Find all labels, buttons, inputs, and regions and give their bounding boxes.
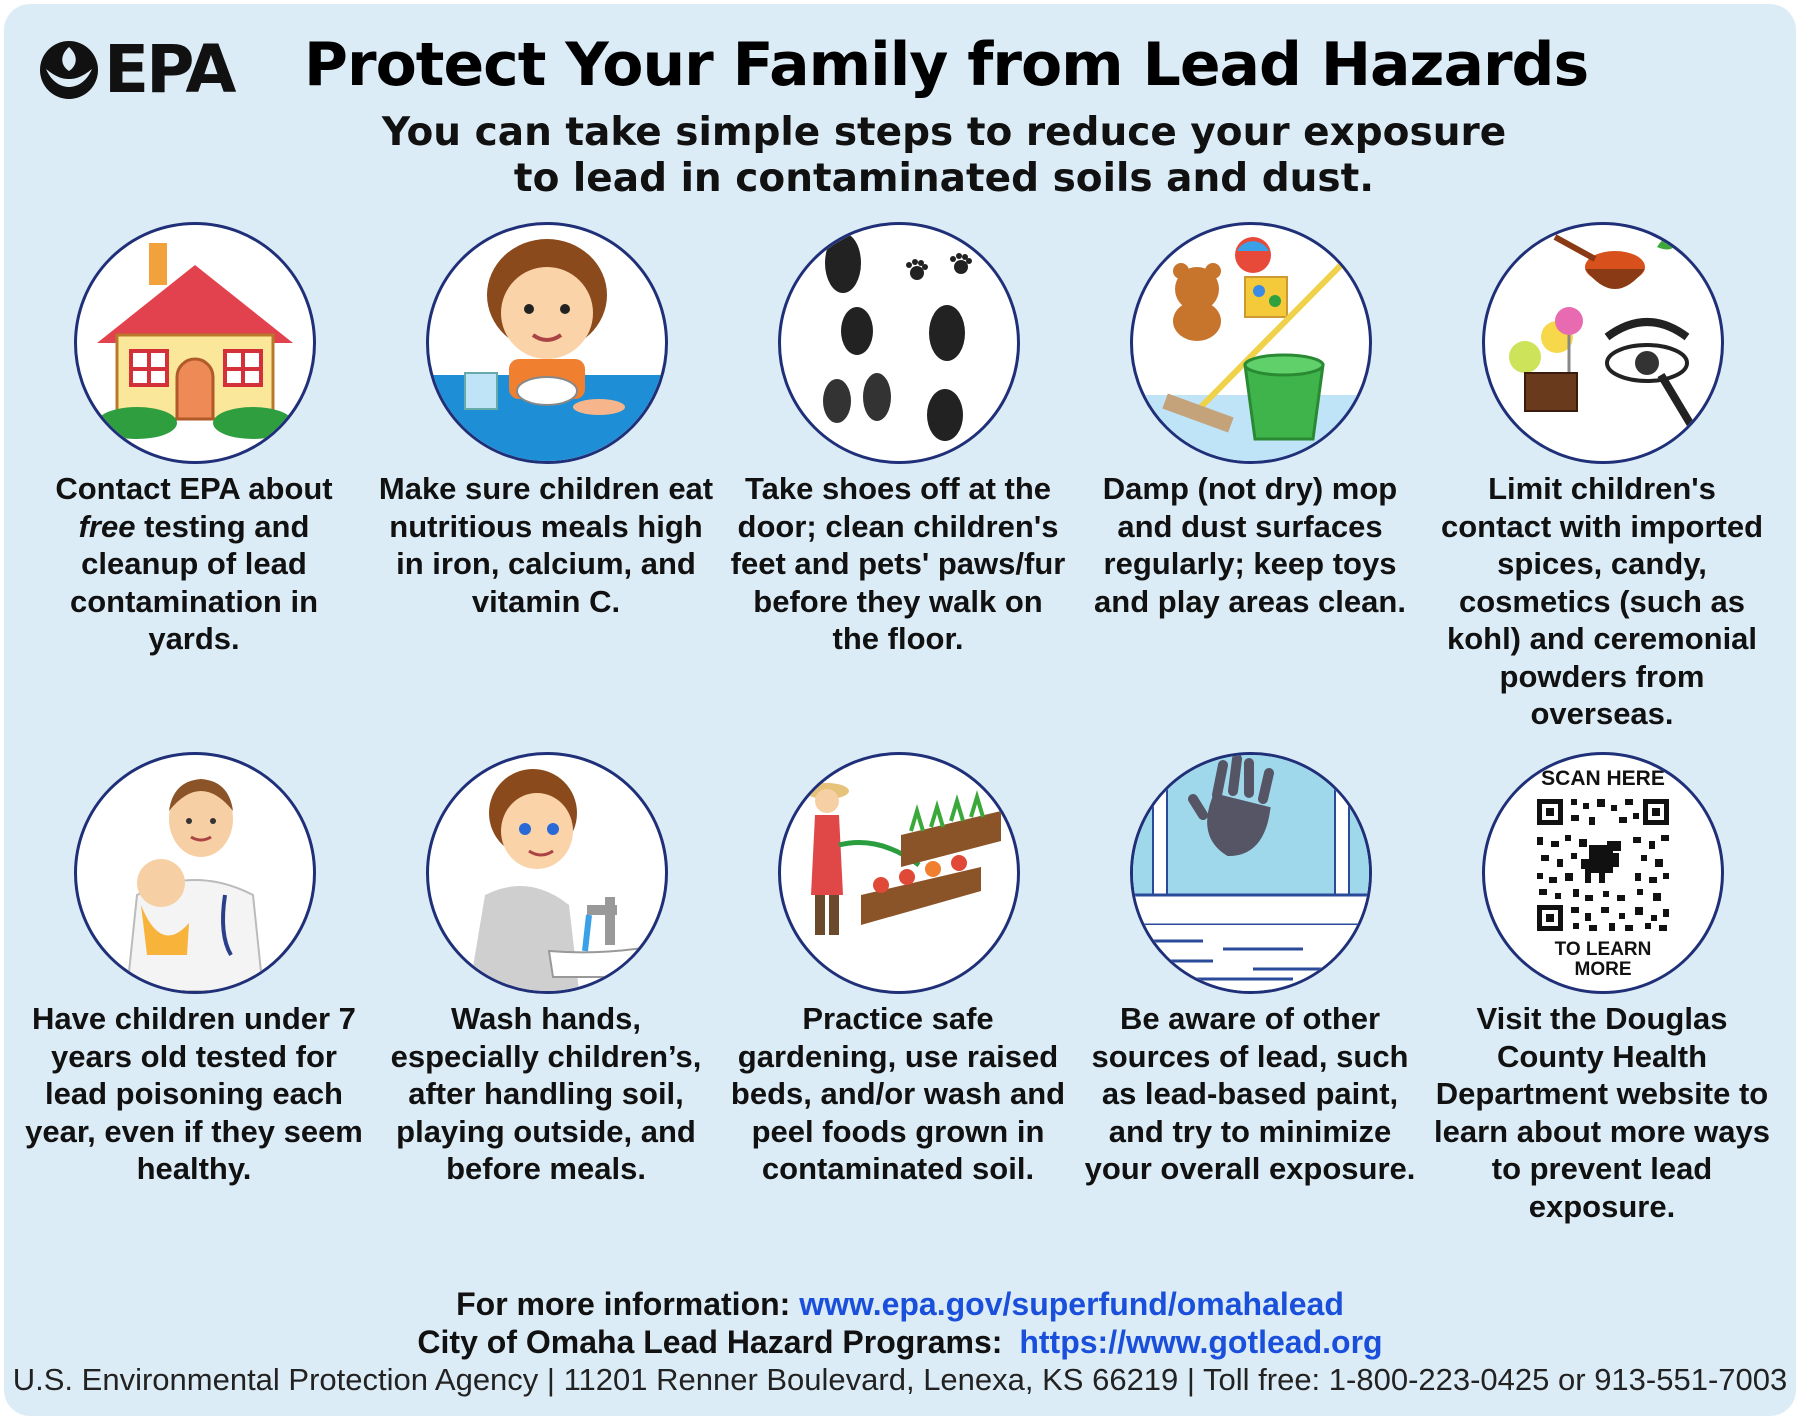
house-icon [74, 222, 316, 464]
qr-bottom-label-2: MORE [1574, 959, 1632, 980]
mop-bucket-icon [1130, 222, 1372, 464]
tip-text: Limit children's contact with imported spices, candy, cosmetics (such as kohl) and ceremonial powders from overseas. [1440, 471, 1764, 731]
footer-info-label: For more information: [456, 1286, 791, 1322]
gardening-icon [778, 752, 1020, 994]
tip-text: Be aware of other sources of lead, such as lead-based paint, and try to minimize your overall exposure. [1084, 1001, 1416, 1186]
footer-city-label: City of Omaha Lead Hazard Programs: [417, 1324, 1003, 1360]
handwashing-icon [426, 752, 668, 994]
page-title: Protect Your Family from Lead Hazards [304, 30, 1589, 100]
infographic-card [4, 4, 1796, 1416]
tip-text: Take shoes off at the door; clean children's feet and pets' paws/fur before they walk on the floor. [730, 471, 1066, 656]
tip-text-emphasis: free [78, 508, 136, 544]
footer-more-info [4, 1286, 1796, 1323]
tip-text: Make sure children eat nutritious meals high in iron, calcium, and vitamin C. [378, 471, 714, 619]
peeling-paint-icon [1130, 752, 1372, 994]
qr-bottom-label-1: TO LEARN [1554, 939, 1652, 960]
subtitle-line-2: to lead in contaminated soils and dust. [513, 156, 1375, 201]
qr-code-icon[interactable] [1482, 752, 1724, 994]
tip-text: Wash hands, especially children’s, after handling soil, playing outside, and before meals. [390, 1001, 702, 1186]
tip-text-part: Contact EPA about [55, 471, 333, 506]
tip-text: Damp (not dry) mop and dust surfaces regularly; keep toys and play areas clean. [1094, 471, 1406, 619]
epa-logo [38, 31, 248, 108]
doctor-baby-icon [74, 752, 316, 994]
subtitle-line-1: You can take simple steps to reduce your exposure [381, 110, 1507, 155]
footer-address: U.S. Environmental Protection Agency | 11201 Renner Boulevard, Lenexa, KS 66219 | Toll free: 1-800-223-0425 or 913-551-7003 [12, 1362, 1788, 1397]
footprints-icon [778, 222, 1020, 464]
page-subtitle [304, 110, 1584, 202]
epa-flower-icon [38, 39, 100, 101]
tip-text: Visit the Douglas County Health Department website to learn about more ways to prevent lead exposure. [1434, 1001, 1770, 1224]
child-eating-icon [426, 222, 668, 464]
spices-candy-cosmetics-icon [1482, 222, 1724, 464]
gotlead-link[interactable]: https://www.gotlead.org [1019, 1324, 1383, 1360]
epa-logo-text: EPA [104, 31, 234, 108]
footer-city-programs [4, 1324, 1796, 1361]
qr-code-graphic[interactable] [1485, 755, 1721, 991]
epa-omahalead-link[interactable]: www.epa.gov/superfund/omahalead [799, 1286, 1344, 1322]
qr-top-label: SCAN HERE [1541, 767, 1665, 790]
tip-text: Have children under 7 years old tested for lead poisoning each year, even if they seem healthy. [25, 1001, 363, 1186]
tip-text [24, 470, 364, 658]
tip-text-part: testing and cleanup of lead contamination in yards. [70, 508, 318, 656]
tip-text: Practice safe gardening, use raised beds, and/or wash and peel foods grown in contaminated soil. [730, 1001, 1066, 1186]
